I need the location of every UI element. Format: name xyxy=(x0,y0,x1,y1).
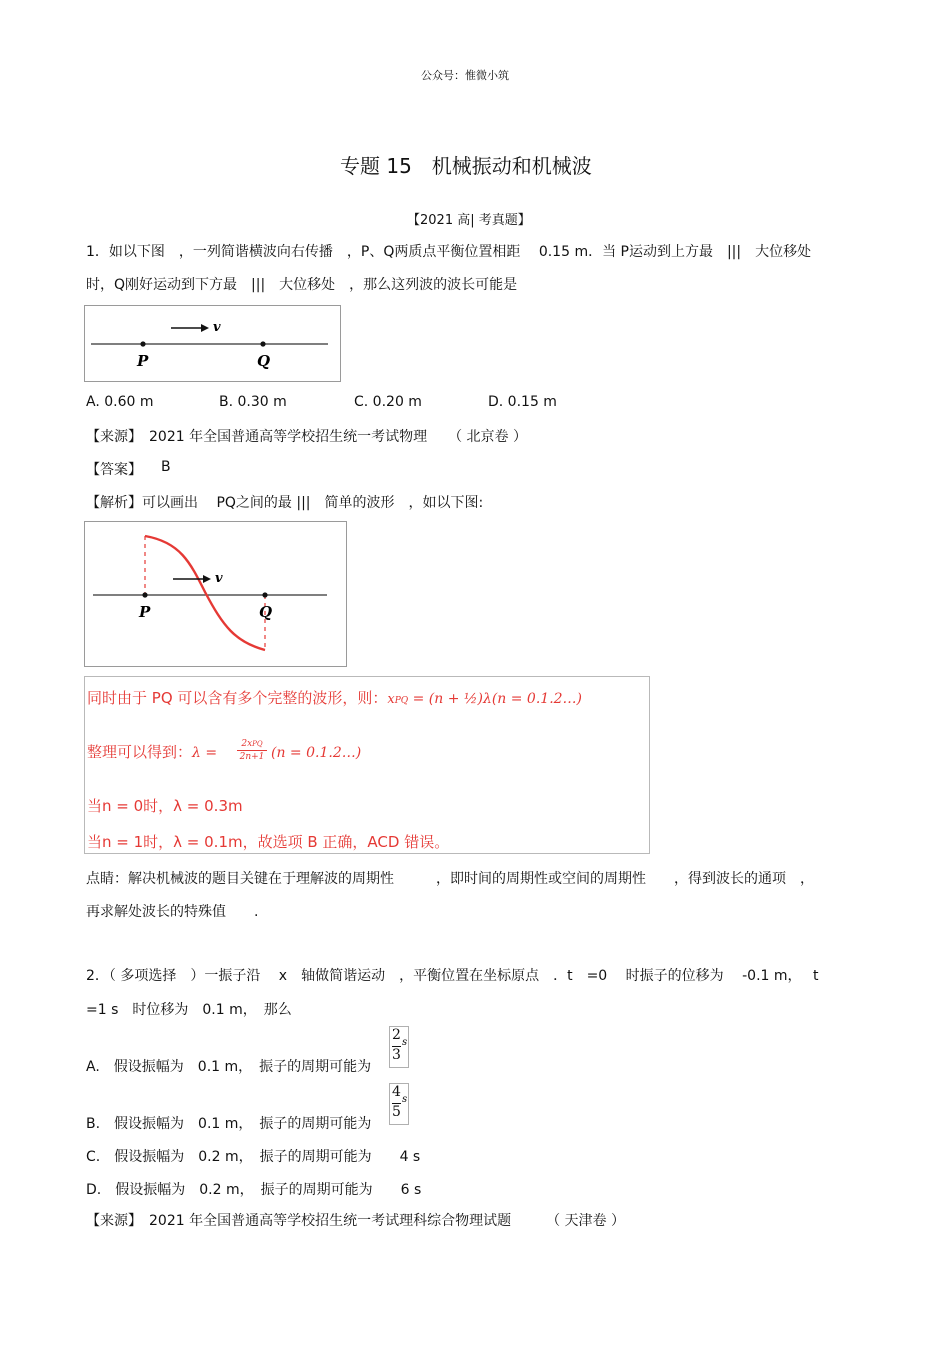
q1-line1: 1．如以下图 ，一列简谐横波向右传播 ，P、Q两质点平衡位置相距 0.15 m．当 P运动到上方最 ||| 大位移处 xyxy=(86,244,812,260)
q1-option-d: D. 0.15 m xyxy=(488,394,557,410)
q1-answer: B xyxy=(161,459,171,475)
label-q: Q xyxy=(257,352,271,370)
page-header: 公众号：惟微小筑 xyxy=(421,69,509,82)
solution-line-1: 同时由于 PQ 可以含有多个完整的波形，则：xPQ = (n + ½)λ(n = 0.1.2…) xyxy=(87,689,583,707)
q1-wave-diagram xyxy=(85,306,340,381)
q1-option-c: C. 0.20 m xyxy=(354,394,422,410)
label-p: P xyxy=(137,352,149,370)
label-v: v xyxy=(215,571,223,586)
label-q: Q xyxy=(259,603,273,621)
q1-wave-figure xyxy=(84,305,341,382)
solution-fraction: 2xPQ 2n+1 xyxy=(235,739,269,762)
q1-answer-label: 【答案】 xyxy=(86,462,142,478)
point-q xyxy=(260,341,265,346)
label-v: v xyxy=(213,320,221,335)
waveform-curve xyxy=(145,536,265,650)
solution-line-3: 当n = 0时，λ = 0.3m xyxy=(87,797,243,815)
q1-analysis: 【解析】可以画出 PQ之间的最 ||| 简单的波形 ，如以下图: xyxy=(86,495,484,511)
q2-fraction-a: 2 3 s xyxy=(389,1026,409,1068)
q2-source: 【来源】 2021 年全国普通高等学校招生统一考试理科综合物理试题 （ 天津卷 ） xyxy=(86,1213,625,1229)
solution-line-4: 当n = 1时，λ = 0.1m，故选项 B 正确，ACD 错误。 xyxy=(87,833,450,851)
point-p xyxy=(142,592,147,597)
q1-option-b: B. 0.30 m xyxy=(219,394,287,410)
point-p xyxy=(140,341,145,346)
q1-solution-diagram xyxy=(85,522,346,666)
q1-source: 【来源】 2021 年全国普通高等学校招生统一考试物理 （ 北京卷 ） xyxy=(86,429,527,445)
solution-box xyxy=(84,676,650,854)
q1-option-a: A. 0.60 m xyxy=(86,394,154,410)
q2-fraction-b: 4 5 s xyxy=(389,1083,409,1125)
page-title: 专题 15 机械振动和机械波 xyxy=(340,154,592,178)
velocity-arrowhead xyxy=(203,575,211,583)
q2-option-a: A. 假设振幅为 0.1 m， 振子的周期可能为 xyxy=(86,1059,372,1075)
point-q xyxy=(262,592,267,597)
velocity-arrowhead xyxy=(201,324,209,332)
q2-line1: 2．（ 多项选择 ）一振子沿 x 轴做简谐运动 ，平衡位置在坐标原点 ．t =0 时振子的位移为 -0.1 m， t xyxy=(86,968,819,984)
section-heading: 【2021 高| 考真题】 xyxy=(407,213,531,228)
q1-note-line2: 再求解处波长的特殊值 . xyxy=(86,904,259,920)
q1-solution-figure xyxy=(84,521,347,667)
label-p: P xyxy=(139,603,151,621)
q2-option-c: C. 假设振幅为 0.2 m， 振子的周期可能为 4 s xyxy=(86,1149,421,1165)
q2-line2: =1 s 时位移为 0.1 m， 那么 xyxy=(86,1002,292,1018)
q2-option-d: D. 假设振幅为 0.2 m， 振子的周期可能为 6 s xyxy=(86,1182,422,1198)
solution-line-2-tail: (n = 0.1.2…) xyxy=(271,745,362,761)
q1-note-line1: 点睛：解决机械波的题目关键在于理解波的周期性 ，即时间的周期性或空间的周期性 ，得到波长的通项 ， xyxy=(86,871,814,887)
solution-line-2: 整理可以得到：λ = xyxy=(87,743,218,761)
q1-line2: 时，Q刚好运动到下方最 ||| 大位移处 ，那么这列波的波长可能是 xyxy=(86,277,518,293)
q2-option-b: B. 假设振幅为 0.1 m， 振子的周期可能为 xyxy=(86,1116,372,1132)
